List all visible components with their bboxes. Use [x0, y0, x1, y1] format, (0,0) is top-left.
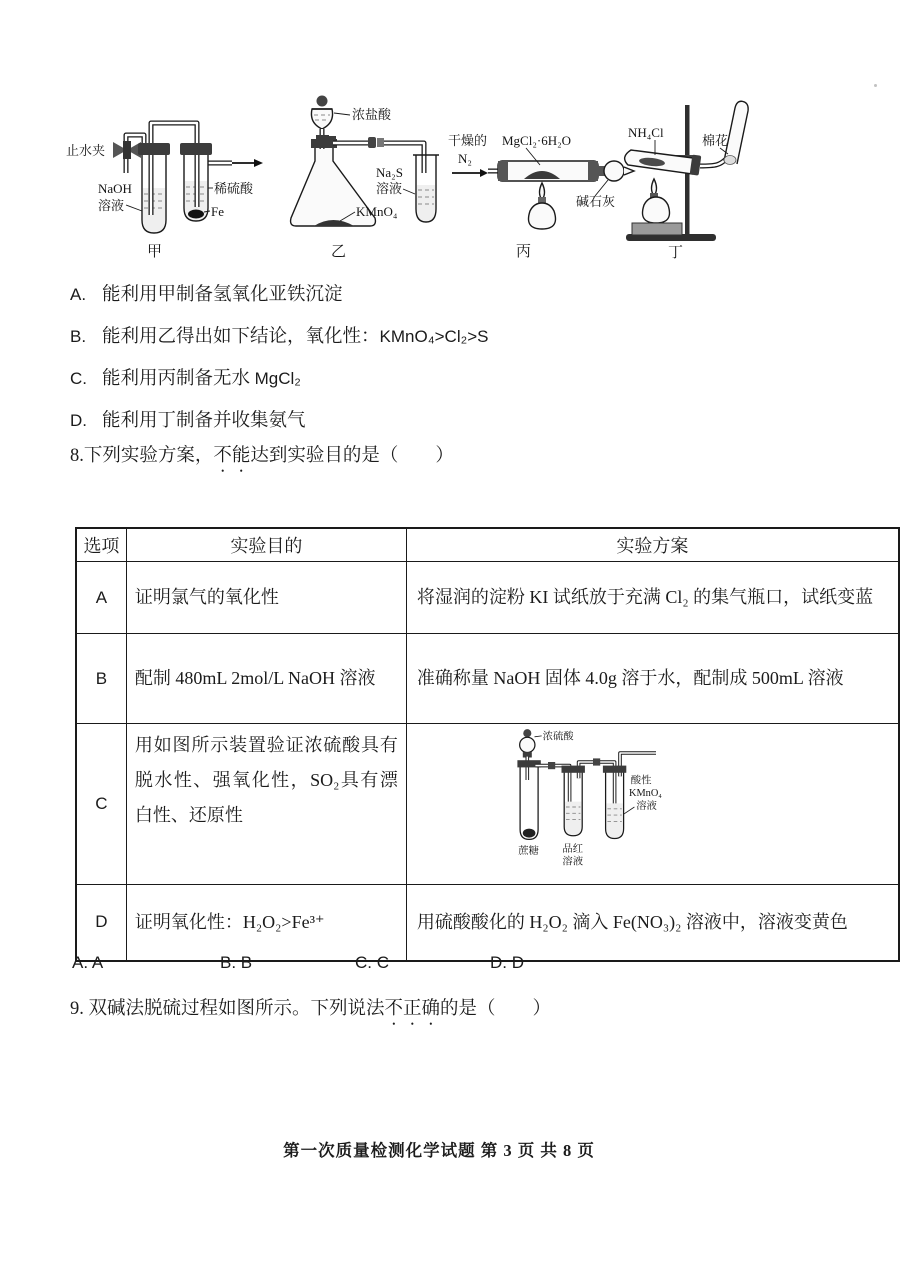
caption-yi: 乙: [331, 244, 347, 260]
label-soda-lime: 碱石灰: [576, 194, 616, 209]
apparatus-bing-figure: [446, 93, 636, 265]
gas-out-arrow: [254, 159, 263, 167]
label-dilute-acid: 稀硫酸: [214, 181, 254, 196]
dropping-funnel: [519, 737, 534, 752]
alcohol-lamp: [643, 197, 670, 223]
label-cotton: 棉花: [702, 133, 729, 148]
label-sucrose: 蔗糖: [518, 845, 539, 857]
svg-text:KMnO₄: KMnO₄: [628, 788, 662, 800]
table-row-c: C 用如图所示装置验证浓硫酸具有脱水性、强氧化性，SO₂具有漂白性、还原性 浓硫酸 蔗糖 品红 溶液 酸性 KMnO₄ 溶液: [76, 724, 899, 885]
option-c: C. 能利用丙制备无水 MgCl₂: [70, 358, 488, 400]
svg-text:N₂: N₂: [458, 151, 472, 166]
label-mgcl2: MgCl₂·6H₂O: [502, 133, 572, 148]
tube-stopper: [498, 161, 508, 181]
naoh-liquid: [143, 188, 165, 232]
option-d: D. 能利用丁制备并收集氨气: [70, 400, 488, 442]
answer-c: C. C: [355, 953, 389, 972]
option-c-letter: C.: [70, 369, 87, 388]
question-9-number: 9.: [70, 999, 84, 1019]
header-option: 选项: [76, 528, 126, 562]
label-acidic-kmno4: 酸性: [630, 775, 652, 787]
table-row-d: D 证明氧化性：H₂O₂>Fe³⁺ 用硫酸酸化的 H₂O₂ 滴入 Fe(NO₃)₂ 溶液中，溶液变黄色: [76, 885, 899, 961]
apparatus-ding-figure: [616, 93, 766, 265]
funnel-stopper: [317, 96, 328, 107]
label-kmno4: KMnO₄: [356, 204, 398, 219]
page-footer: 第一次质量检测化学试题 第 3 页 共 8 页: [283, 1141, 595, 1160]
svg-text:溶液: 溶液: [376, 181, 403, 196]
alcohol-lamp: [529, 203, 556, 229]
rubber-stopper: [138, 143, 170, 155]
iron-powder: [188, 210, 204, 219]
header-purpose: 实验目的: [126, 528, 406, 562]
label-naoh: NaOH: [98, 181, 132, 196]
question-8-number: 8.: [70, 446, 84, 466]
n2-flow-arrow: [480, 169, 488, 177]
question-9: 9. 双碱法脱硫过程如图所示。下列说法不正确的是（ ）: [70, 999, 552, 1019]
option-b: B. 能利用乙得出如下结论，氧化性：KMnO₄>Cl₂>S: [70, 316, 488, 358]
rubber-stopper: [180, 143, 212, 155]
emphasized-buzhengque: 不正确: [384, 999, 441, 1019]
label-fe: Fe: [211, 204, 224, 219]
question8-answer-choices: [72, 953, 772, 979]
lamp-stand-block: [632, 223, 682, 235]
answer-d: D. D: [490, 953, 524, 972]
question-8: 8.下列实验方案，不能达到实验目的是（ ）: [70, 446, 454, 466]
connector: [548, 762, 555, 769]
label-pinch-clamp: 止水夹: [66, 143, 106, 158]
table-header-row: [76, 528, 899, 562]
tube-connector: [368, 137, 376, 148]
option-a: A. 能利用甲制备氢氧化亚铁沉淀: [70, 274, 488, 316]
h2so4-apparatus-figure: [503, 726, 773, 870]
label-conc-h2so4: 浓硫酸: [542, 731, 574, 743]
option-a-letter: A.: [70, 285, 87, 304]
caption-ding: 丁: [668, 245, 684, 261]
funnel-stopper: [523, 729, 531, 737]
row-c-figure-cell: [406, 724, 899, 885]
label-nh4cl: NH₄Cl: [628, 125, 664, 140]
apparatus-yi-figure: [276, 93, 456, 265]
header-plan: 实验方案: [406, 528, 899, 562]
table-row-b: B 配制 480mL 2mol/L NaOH 溶液 准确称量 NaOH 固体 4.0g 溶于水，配制成 500mL 溶液: [76, 634, 899, 724]
label-hcl: 浓盐酸: [352, 107, 392, 122]
connector: [593, 758, 600, 765]
emphasized-buneng: 不能: [213, 446, 251, 466]
option-b-letter: B.: [70, 327, 87, 346]
table-row-a: A 证明氯气的氧化性 将湿润的淀粉 KI 试纸放于充满 Cl₂ 的集气瓶口，试纸变蓝: [76, 562, 899, 634]
label-na2s: Na₂S: [376, 165, 403, 180]
svg-text:溶液: 溶液: [636, 800, 657, 812]
caption-bing: 丙: [516, 244, 532, 260]
label-dry-n2: 干燥的: [448, 133, 488, 148]
sucrose-solid: [523, 829, 536, 838]
dropping-funnel: [311, 109, 332, 129]
svg-text:溶液: 溶液: [562, 856, 583, 868]
question7-options: [70, 274, 488, 442]
cotton-plug: [724, 156, 736, 165]
answer-b: B. B: [220, 953, 253, 972]
experiment-table: [75, 527, 900, 962]
option-d-letter: D.: [70, 411, 87, 430]
paper-speck: [874, 84, 877, 87]
apparatus-jia-figure: [64, 93, 269, 265]
label-fuchsin: 品红: [562, 844, 583, 855]
svg-text:溶液: 溶液: [98, 198, 125, 213]
tube-stopper: [588, 161, 598, 181]
caption-jia: 甲: [147, 244, 163, 260]
answer-a: A. A: [72, 953, 104, 972]
